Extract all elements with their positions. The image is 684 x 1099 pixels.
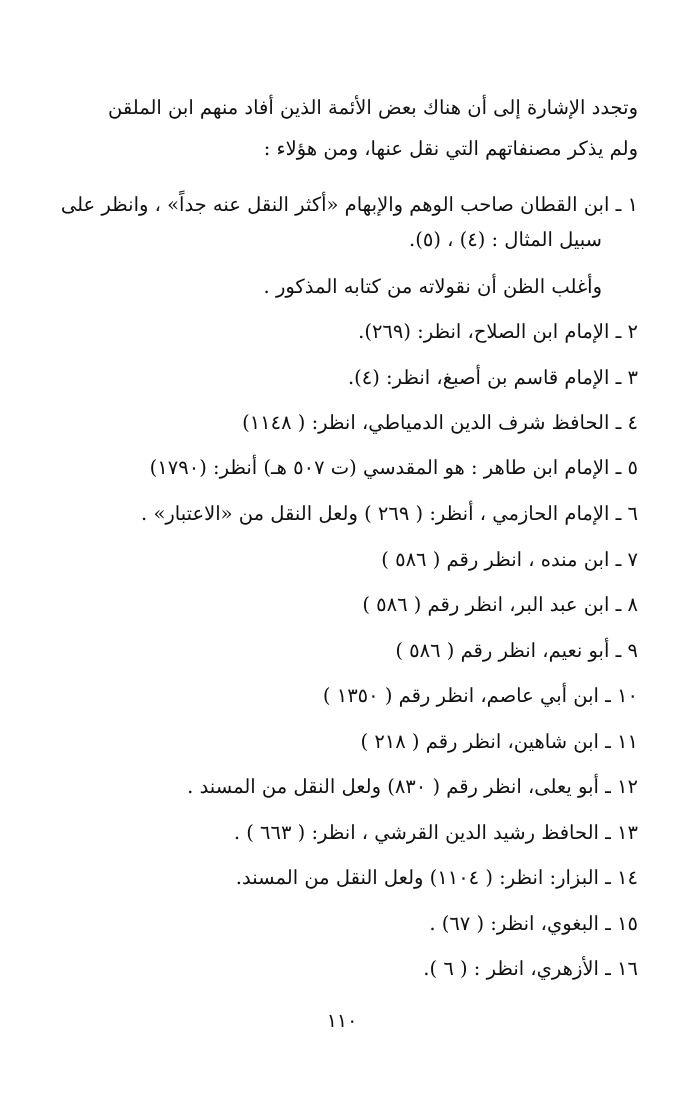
- list-item: ٤ ـ الحافظ شرف الدين الدمياطي، انظر: ( ١١٤٨): [242, 411, 638, 434]
- list-item-1-note: وأغلب الظن أن نقولاته من كتابه المذكور .: [263, 275, 602, 298]
- list-item: ١٢ ـ أبو يعلى، انظر رقم ( ٨٣٠) ولعل النقل من المسند .: [187, 775, 638, 798]
- list-item: ٢ ـ الإمام ابن الصلاح، انظر: (٢٦٩).: [358, 320, 638, 343]
- list-item: ١٥ ـ البغوي، انظر: ( ٦٧) .: [429, 912, 638, 935]
- list-item: ١١ ـ ابن شاهين، انظر رقم ( ٢١٨ ): [360, 730, 638, 753]
- page-number: ١١٠: [326, 1010, 358, 1032]
- list-item: ١٣ ـ الحافظ رشيد الدين القرشي ، انظر: ( ٦٦٣ ) .: [233, 821, 638, 844]
- list-item-1-line-2: سبيل المثال : (٤) ، (٥).: [409, 228, 602, 251]
- list-item: ٦ ـ الإمام الحازمي ، أنظر: ( ٢٦٩ ) ولعل النقل من «الاعتبار» .: [141, 502, 638, 525]
- list-item-1-line-1: ١ ـ ابن القطان صاحب الوهم والإبهام «أكثر النقل عنه جداً» ، وانظر على: [60, 193, 638, 216]
- list-item: ٣ ـ الإمام قاسم بن أصبغ، انظر: (٤).: [347, 366, 638, 389]
- intro-line-1: وتجدد الإشارة إلى أن هناك بعض الأئمة الذين أفاد منهم ابن الملقن: [108, 96, 638, 119]
- list-item: ٥ ـ الإمام ابن طاهر : هو المقدسي (ت ٥٠٧ هـ) أنظر: (١٧٩٠): [149, 456, 638, 479]
- list-item: ٧ ـ ابن منده ، انظر رقم ( ٥٨٦ ): [381, 548, 638, 571]
- list-item: ٩ ـ أبو نعيم، انظر رقم ( ٥٨٦ ): [395, 639, 638, 662]
- list-item: ١٦ ـ الأزهري، انظر : ( ٦ ).: [423, 957, 638, 980]
- list-item: ١٤ ـ البزار: انظر: ( ١١٠٤) ولعل النقل من المسند.: [235, 866, 638, 889]
- intro-line-2: ولم يذكر مصنفاتهم التي نقل عنها، ومن هؤلاء :: [263, 137, 638, 160]
- list-item: ١٠ ـ ابن أبي عاصم، انظر رقم ( ١٣٥٠ ): [322, 684, 638, 707]
- list-item: ٨ ـ ابن عبد البر، انظر رقم ( ٥٨٦ ): [362, 593, 638, 616]
